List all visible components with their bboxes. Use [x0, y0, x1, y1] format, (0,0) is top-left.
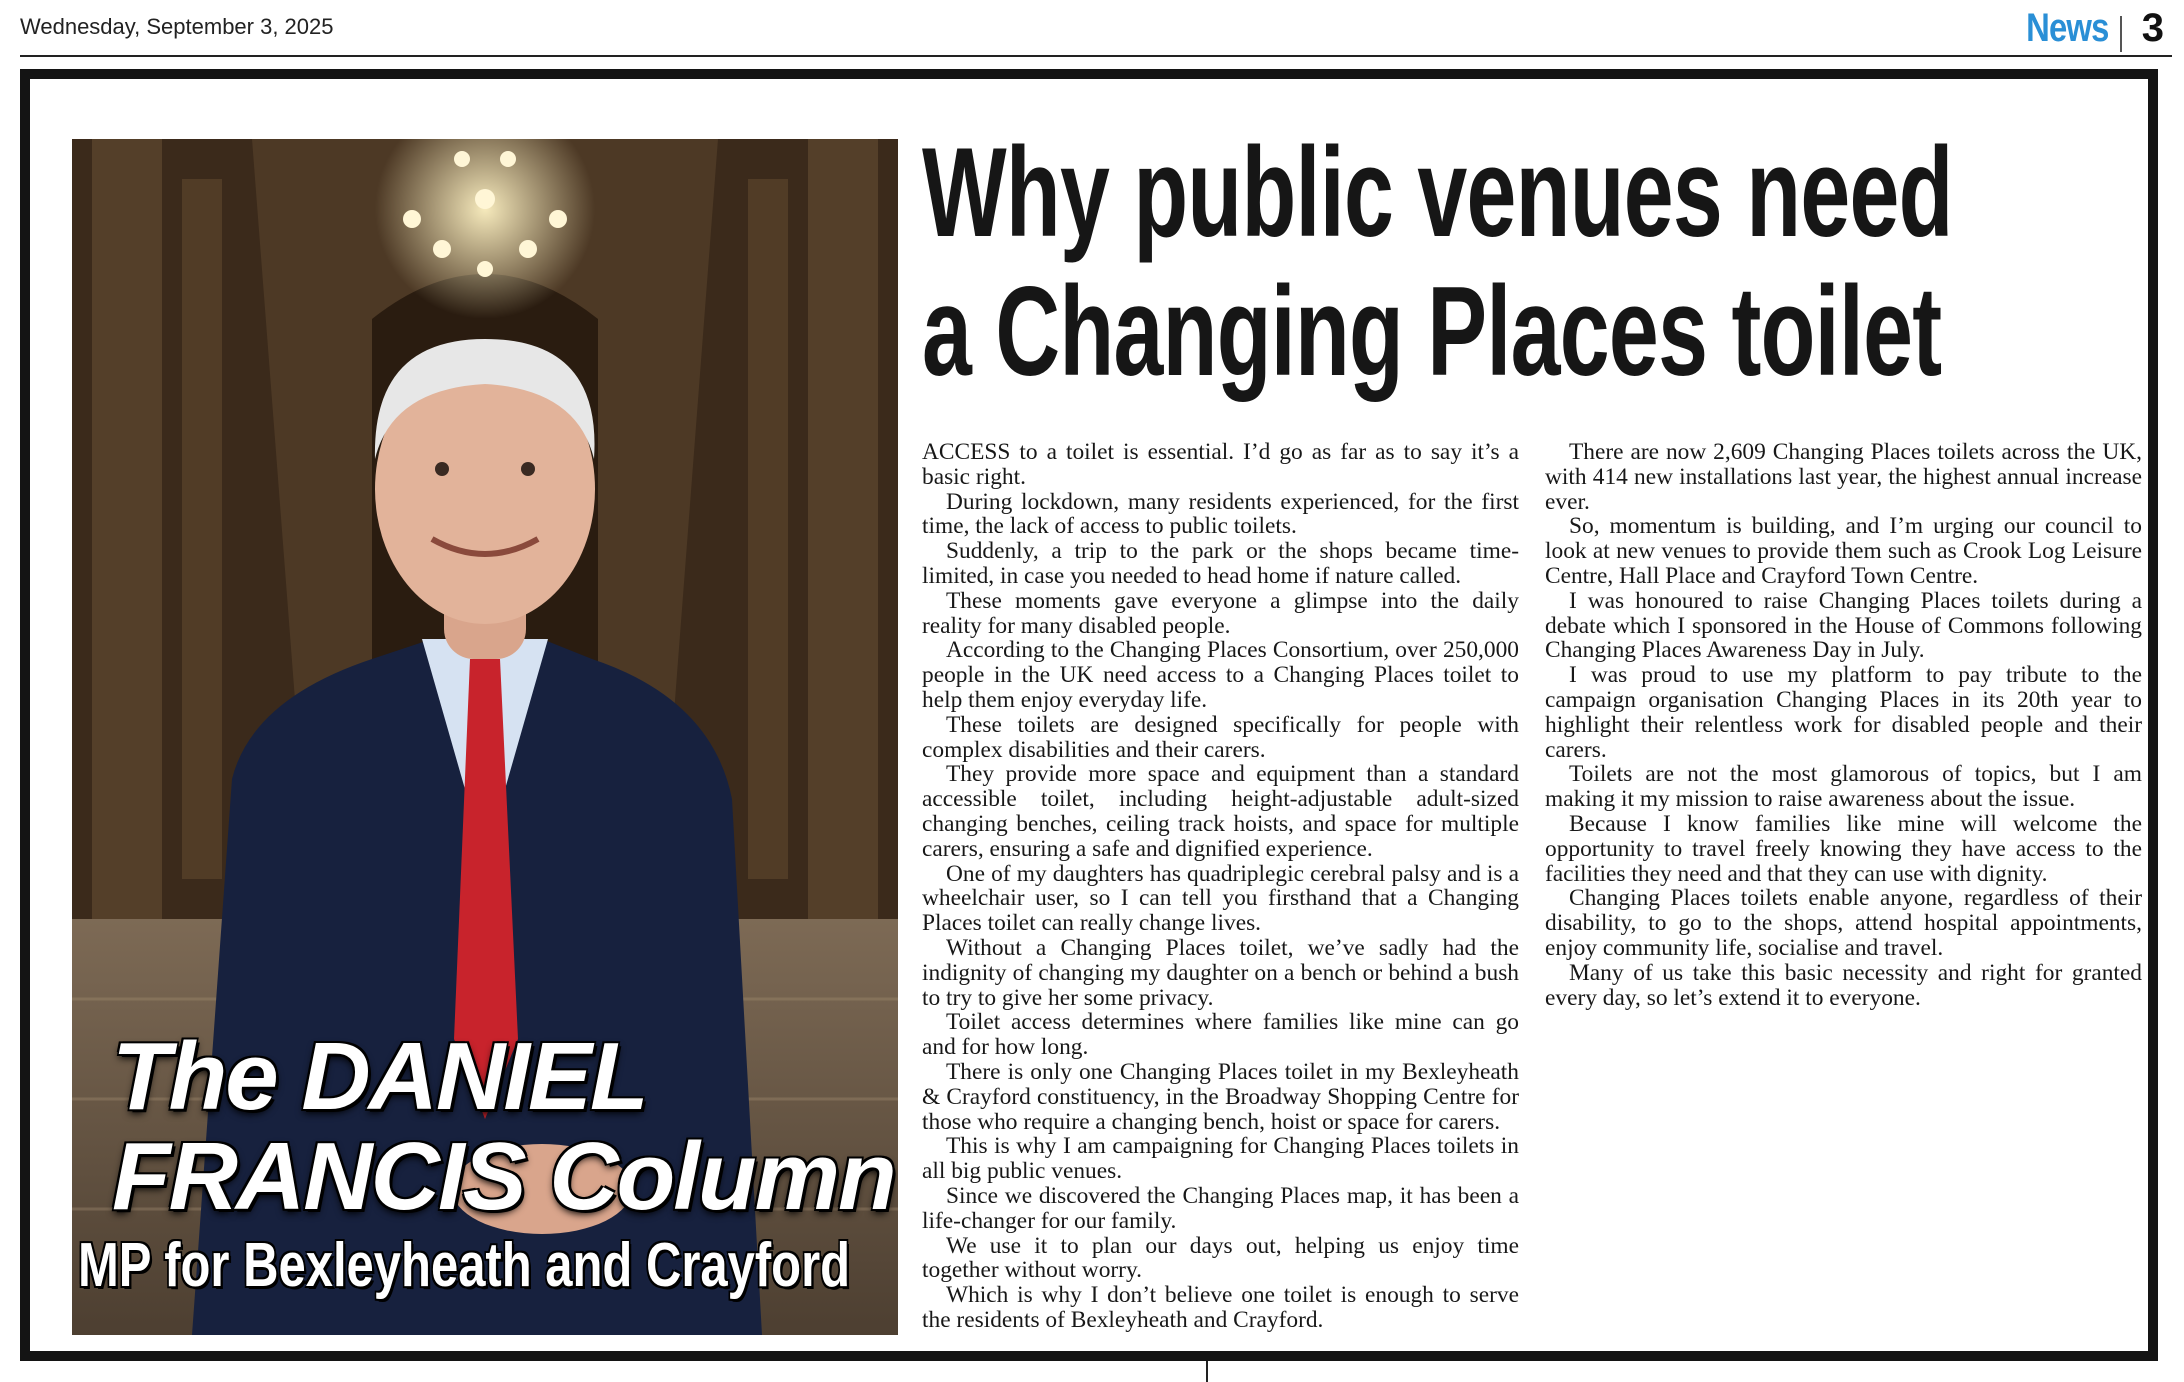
- paragraph: During lockdown, many residents experienced, for the first time, the lack of access to public toilets.: [922, 488, 1519, 540]
- paragraph: These moments gave everyone a glimpse into the daily reality for many disabled people.: [922, 587, 1519, 639]
- page-number: 3: [2141, 6, 2164, 50]
- paragraph: I was honoured to raise Changing Places toilets during a debate which I sponsored in the House of Commons following Changing Places Awareness Day in July.: [1545, 587, 2142, 664]
- paragraph: There is only one Changing Places toilet in my Bexleyheath & Crayford constituency, in the Broadway Shopping Centre for those who require a changing bench, hoist or space for carers.: [922, 1058, 1519, 1135]
- headline-line-2: a Changing Places toilet: [922, 260, 1942, 402]
- headline-line-1: Why public venues need: [922, 121, 1953, 263]
- paragraph: Toilets are not the most glamorous of topics, but I am making it my mission to raise awareness about the issue.: [1545, 761, 2142, 813]
- paragraph: According to the Changing Places Consortium, over 250,000 people in the UK need access to a Changing Places toilet to help them enjoy everyday life.: [922, 637, 1519, 713]
- pillar-left: [92, 139, 162, 1039]
- paragraph: This is why I am campaigning for Changing Places toilets in all big public venues.: [922, 1133, 1519, 1185]
- article-headline: [922, 121, 1953, 402]
- paragraph: So, momentum is building, and I’m urging our council to look at new venues to provide them such as Crook Log Leisure Centre, Hall Place and Crayford Town Centre.: [1545, 513, 2142, 589]
- article-body: [922, 440, 2142, 1340]
- column-title: The DANIEL FRANCIS Column: [112, 1023, 895, 1230]
- masthead-separator: [2120, 16, 2122, 52]
- paragraph: Which is why I don’t believe one toilet is enough to serve the residents of Bexleyheath and Crayford.: [922, 1282, 1519, 1333]
- article-frame: [20, 69, 2158, 1361]
- paragraph: ACCESS to a toilet is essential. I’d go as far as to say it’s a basic right.: [922, 439, 1519, 490]
- paragraph: Toilet access determines where families like mine can go and for how long.: [922, 1009, 1519, 1061]
- eye-right: [521, 462, 535, 476]
- paragraph: Changing Places toilets enable anyone, regardless of their disability, to go to the shops, attend hospital appointments, enjoy community life, socialise and travel.: [1545, 885, 2142, 961]
- paragraph: We use it to plan our days out, helping us enjoy time together without worry.: [922, 1232, 1519, 1284]
- paragraph: Without a Changing Places toilet, we’ve sadly had the indignity of changing my daughter on a bench or behind a bush to try to give her some privacy.: [922, 934, 1519, 1011]
- pillar-left-inner: [182, 179, 222, 879]
- paragraph: These toilets are designed specifically for people with complex disabilities and their carers.: [922, 711, 1519, 763]
- paragraph: I was proud to use my platform to pay tribute to the campaign organisation Changing Places in its 20th year to highlight their relentless work for disabled people and their carers.: [1545, 662, 2142, 763]
- columnist-photo: [72, 139, 898, 1335]
- paragraph: One of my daughters has quadriplegic cerebral palsy and is a wheelchair user, so I can tell you firsthand that a Changing Places toilet can really change lives.: [922, 860, 1519, 937]
- paragraph: Because I know families like mine will welcome the opportunity to travel freely knowing they have access to the facilities they need and that they can use with dignity.: [1545, 810, 2142, 887]
- issue-date: Wednesday, September 3, 2025: [20, 14, 334, 39]
- paragraph: Many of us take this basic necessity and right for granted every day, so let’s extend it to everyone.: [1545, 959, 2142, 1011]
- pillar-right: [808, 139, 878, 1039]
- section-label: News: [2025, 6, 2108, 50]
- pillar-right-inner: [748, 179, 788, 879]
- column-subtitle: MP for Bexleyheath and Crayford: [78, 1231, 851, 1300]
- paragraph: Since we discovered the Changing Places map, it has been a life-changer for our family.: [922, 1182, 1519, 1234]
- masthead: [0, 0, 2184, 60]
- page-gutter-mark: [1206, 1361, 1208, 1382]
- eye-left: [435, 462, 449, 476]
- paragraph: Suddenly, a trip to the park or the shops became time-limited, in case you needed to head home if nature called.: [922, 538, 1519, 589]
- paragraph: They provide more space and equipment than a standard accessible toilet, including height-adjustable adult-sized changing benches, ceiling track hoists, and space for multiple carers, ensuring a safe and dignified experience.: [922, 761, 1519, 862]
- masthead-rule: [20, 55, 2172, 57]
- paragraph: There are now 2,609 Changing Places toilets across the UK, with 414 new installations last year, the highest annual increase ever.: [1545, 439, 2142, 515]
